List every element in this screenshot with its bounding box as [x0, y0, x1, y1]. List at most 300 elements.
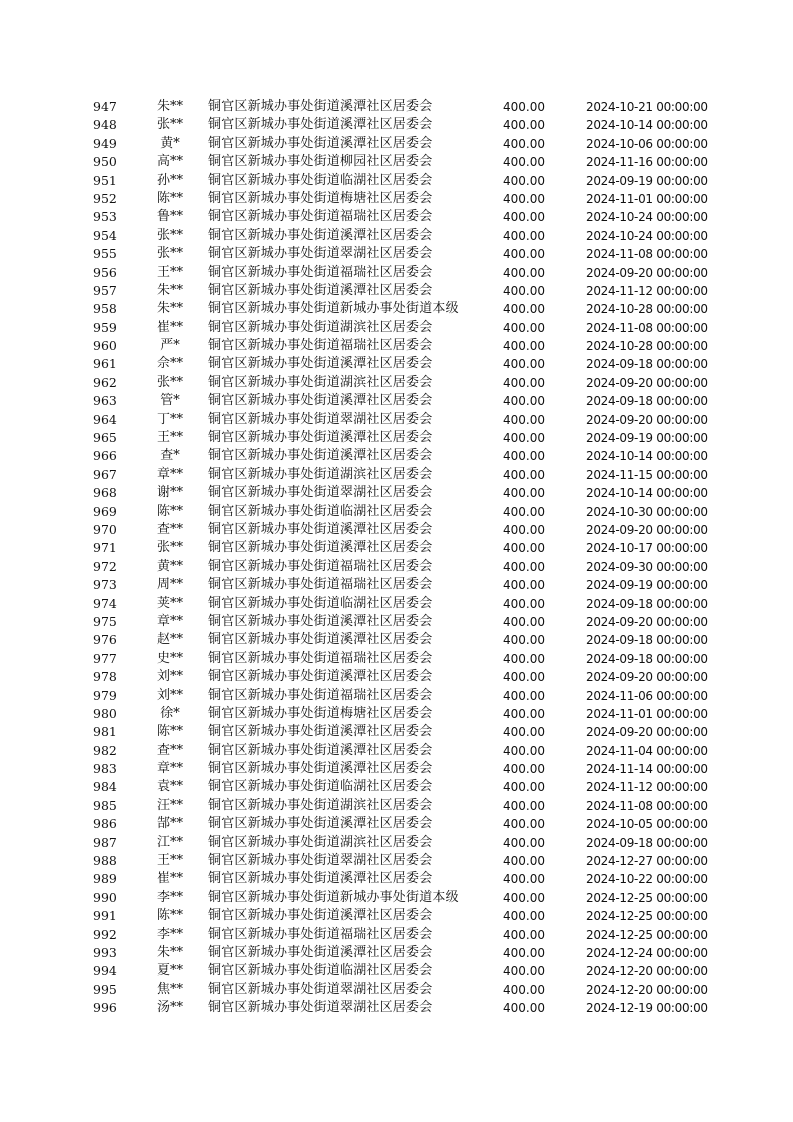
table-row [0, 484, 793, 502]
person-name: 鲁** [156, 209, 183, 225]
date: 2024-10-05 00:00:00 [586, 817, 708, 832]
row-number: 966 [93, 448, 117, 464]
date: 2024-10-24 00:00:00 [586, 228, 708, 243]
table-row [0, 760, 793, 778]
community-name: 铜官区新城办事处街道湖滨社区居委会 [208, 797, 433, 813]
person-name: 史** [156, 650, 183, 666]
person-name: 谢** [156, 485, 183, 501]
community-name: 铜官区新城办事处街道新城办事处街道本级 [208, 301, 459, 317]
person-name: 张** [156, 227, 183, 243]
date: 2024-12-20 00:00:00 [586, 982, 708, 997]
table-row [0, 944, 793, 962]
person-name: 王** [156, 853, 183, 869]
date: 2024-09-20 00:00:00 [586, 725, 708, 740]
table-row [0, 374, 793, 392]
table-row [0, 135, 793, 153]
table-row [0, 705, 793, 723]
amount: 400.00 [503, 706, 545, 721]
date: 2024-11-15 00:00:00 [586, 467, 708, 482]
date: 2024-09-20 00:00:00 [586, 670, 708, 685]
community-name: 铜官区新城办事处街道溪潭社区居委会 [208, 871, 433, 887]
date: 2024-12-27 00:00:00 [586, 854, 708, 869]
table-row [0, 227, 793, 245]
amount: 400.00 [503, 100, 545, 114]
table-row [0, 116, 793, 134]
amount: 400.00 [503, 651, 545, 666]
date: 2024-09-18 00:00:00 [586, 651, 708, 666]
table-row [0, 834, 793, 852]
date: 2024-10-24 00:00:00 [586, 210, 708, 225]
community-name: 铜官区新城办事处街道柳园社区居委会 [208, 154, 433, 170]
date: 2024-09-20 00:00:00 [586, 522, 708, 537]
row-number: 985 [93, 797, 117, 813]
date: 2024-10-17 00:00:00 [586, 541, 708, 556]
row-number: 970 [93, 521, 117, 537]
community-name: 铜官区新城办事处街道福瑞社区居委会 [208, 577, 433, 593]
community-name: 铜官区新城办事处街道溪潭社区居委会 [208, 135, 433, 151]
table-row [0, 521, 793, 539]
date: 2024-09-19 00:00:00 [586, 173, 708, 188]
amount: 400.00 [503, 210, 545, 225]
person-name: 查** [156, 521, 183, 537]
amount: 400.00 [503, 670, 545, 685]
community-name: 铜官区新城办事处街道溪潭社区居委会 [208, 540, 433, 556]
date: 2024-11-08 00:00:00 [586, 320, 708, 335]
community-name: 铜官区新城办事处街道湖滨社区居委会 [208, 374, 433, 390]
person-name: 张** [156, 374, 183, 390]
row-number: 995 [93, 981, 117, 997]
table-row [0, 907, 793, 925]
person-name: 黄* [160, 135, 180, 151]
table-row [0, 962, 793, 980]
amount: 400.00 [503, 283, 545, 298]
amount: 400.00 [503, 798, 545, 813]
row-number: 989 [93, 871, 117, 887]
amount: 400.00 [503, 578, 545, 593]
amount: 400.00 [503, 596, 545, 611]
community-name: 铜官区新城办事处街道溪潭社区居委会 [208, 521, 433, 537]
table-row [0, 870, 793, 888]
person-name: 查* [160, 448, 180, 464]
row-number: 949 [93, 135, 117, 151]
amount: 400.00 [503, 725, 545, 740]
amount: 400.00 [503, 927, 545, 942]
person-name: 章** [156, 466, 183, 482]
community-name: 铜官区新城办事处街道翠湖社区居委会 [208, 981, 433, 997]
amount: 400.00 [503, 173, 545, 188]
row-number: 957 [93, 282, 117, 298]
date: 2024-10-14 00:00:00 [586, 449, 708, 464]
amount: 400.00 [503, 357, 545, 372]
date: 2024-10-22 00:00:00 [586, 872, 708, 887]
amount: 400.00 [503, 780, 545, 795]
amount: 400.00 [503, 247, 545, 262]
person-name: 陈** [156, 503, 183, 519]
date: 2024-10-14 00:00:00 [586, 486, 708, 501]
community-name: 铜官区新城办事处街道溪潭社区居委会 [208, 282, 433, 298]
community-name: 铜官区新城办事处街道溪潭社区居委会 [208, 944, 433, 960]
date: 2024-12-24 00:00:00 [586, 945, 708, 960]
person-name: 孙** [156, 172, 183, 188]
person-name: 焦** [156, 981, 183, 997]
person-name: 郜** [156, 816, 183, 832]
subsidy-table [0, 98, 793, 1018]
row-number: 963 [93, 393, 117, 409]
row-number: 964 [93, 411, 117, 427]
table-row [0, 631, 793, 649]
community-name: 铜官区新城办事处街道福瑞社区居委会 [208, 687, 433, 703]
person-name: 朱** [156, 99, 183, 114]
person-name: 丁** [156, 411, 183, 427]
table-row [0, 815, 793, 833]
community-name: 铜官区新城办事处街道翠湖社区居委会 [208, 411, 433, 427]
community-name: 铜官区新城办事处街道福瑞社区居委会 [208, 926, 433, 942]
person-name: 崔** [156, 319, 183, 335]
table-row [0, 466, 793, 484]
person-name: 李** [156, 926, 183, 942]
community-name: 铜官区新城办事处街道溪潭社区居委会 [208, 117, 433, 133]
table-row [0, 797, 793, 815]
table-row [0, 889, 793, 907]
table-row [0, 650, 793, 668]
row-number: 975 [93, 613, 117, 629]
date: 2024-09-18 00:00:00 [586, 394, 708, 409]
date: 2024-09-20 00:00:00 [586, 265, 708, 280]
person-name: 朱** [156, 301, 183, 317]
community-name: 铜官区新城办事处街道湖滨社区居委会 [208, 319, 433, 335]
person-name: 崔** [156, 871, 183, 887]
amount: 400.00 [503, 486, 545, 501]
community-name: 铜官区新城办事处街道临湖社区居委会 [208, 779, 433, 795]
person-name: 陈** [156, 908, 183, 924]
date: 2024-11-01 00:00:00 [586, 191, 708, 206]
community-name: 铜官区新城办事处街道湖滨社区居委会 [208, 466, 433, 482]
community-name: 铜官区新城办事处街道翠湖社区居委会 [208, 1000, 433, 1016]
table-row [0, 172, 793, 190]
date: 2024-11-04 00:00:00 [586, 743, 708, 758]
community-name: 铜官区新城办事处街道福瑞社区居委会 [208, 650, 433, 666]
amount: 400.00 [503, 909, 545, 924]
date: 2024-10-28 00:00:00 [586, 339, 708, 354]
person-name: 赵** [156, 632, 183, 648]
row-number: 981 [93, 724, 117, 740]
community-name: 铜官区新城办事处街道溪潭社区居委会 [208, 724, 433, 740]
table-row [0, 926, 793, 944]
community-name: 铜官区新城办事处街道翠湖社区居委会 [208, 246, 433, 262]
date: 2024-09-20 00:00:00 [586, 614, 708, 629]
row-number: 994 [93, 963, 117, 979]
community-name: 铜官区新城办事处街道临湖社区居委会 [208, 172, 433, 188]
amount: 400.00 [503, 339, 545, 354]
row-number: 948 [93, 117, 117, 133]
row-number: 947 [93, 99, 117, 114]
community-name: 铜官区新城办事处街道溪潭社区居委会 [208, 669, 433, 685]
community-name: 铜官区新城办事处街道湖滨社区居委会 [208, 834, 433, 850]
community-name: 铜官区新城办事处街道溪潭社区居委会 [208, 632, 433, 648]
table-row [0, 392, 793, 410]
date: 2024-12-25 00:00:00 [586, 927, 708, 942]
row-number: 960 [93, 338, 117, 354]
amount: 400.00 [503, 522, 545, 537]
community-name: 铜官区新城办事处街道翠湖社区居委会 [208, 853, 433, 869]
amount: 400.00 [503, 817, 545, 832]
date: 2024-11-12 00:00:00 [586, 780, 708, 795]
community-name: 铜官区新城办事处街道翠湖社区居委会 [208, 485, 433, 501]
amount: 400.00 [503, 890, 545, 905]
table-row [0, 999, 793, 1017]
amount: 400.00 [503, 1001, 545, 1016]
table-row [0, 595, 793, 613]
date: 2024-09-19 00:00:00 [586, 578, 708, 593]
amount: 400.00 [503, 320, 545, 335]
amount: 400.00 [503, 688, 545, 703]
row-number: 982 [93, 742, 117, 758]
community-name: 铜官区新城办事处街道福瑞社区居委会 [208, 264, 433, 280]
table-row [0, 319, 793, 337]
person-name: 管* [160, 393, 180, 409]
row-number: 983 [93, 761, 117, 777]
person-name: 张** [156, 117, 183, 133]
community-name: 铜官区新城办事处街道溪潭社区居委会 [208, 908, 433, 924]
row-number: 955 [93, 246, 117, 262]
table-row [0, 264, 793, 282]
community-name: 铜官区新城办事处街道溪潭社区居委会 [208, 816, 433, 832]
community-name: 铜官区新城办事处街道临湖社区居委会 [208, 963, 433, 979]
amount: 400.00 [503, 854, 545, 869]
person-name: 章** [156, 761, 183, 777]
amount: 400.00 [503, 835, 545, 850]
row-number: 967 [93, 466, 117, 482]
person-name: 王** [156, 264, 183, 280]
community-name: 铜官区新城办事处街道梅塘社区居委会 [208, 705, 433, 721]
table-row [0, 503, 793, 521]
person-name: 查** [156, 742, 183, 758]
row-number: 979 [93, 687, 117, 703]
person-name: 袁** [156, 779, 183, 795]
row-number: 950 [93, 154, 117, 170]
row-number: 973 [93, 577, 117, 593]
table-row [0, 687, 793, 705]
row-number: 965 [93, 430, 117, 446]
date: 2024-10-14 00:00:00 [586, 118, 708, 133]
amount: 400.00 [503, 541, 545, 556]
person-name: 陈** [156, 190, 183, 206]
table-row [0, 723, 793, 741]
person-name: 黄** [156, 558, 183, 574]
amount: 400.00 [503, 449, 545, 464]
row-number: 954 [93, 227, 117, 243]
amount: 400.00 [503, 228, 545, 243]
community-name: 铜官区新城办事处街道溪潭社区居委会 [208, 761, 433, 777]
row-number: 969 [93, 503, 117, 519]
row-number: 993 [93, 944, 117, 960]
table-row [0, 153, 793, 171]
row-number: 986 [93, 816, 117, 832]
amount: 400.00 [503, 118, 545, 133]
table-row [0, 300, 793, 318]
table-row [0, 429, 793, 447]
date: 2024-11-08 00:00:00 [586, 247, 708, 262]
person-name: 刘** [156, 669, 183, 685]
community-name: 铜官区新城办事处街道溪潭社区居委会 [208, 613, 433, 629]
community-name: 铜官区新城办事处街道福瑞社区居委会 [208, 558, 433, 574]
table-row [0, 613, 793, 631]
person-name: 王** [156, 430, 183, 446]
row-number: 988 [93, 853, 117, 869]
table-row [0, 852, 793, 870]
amount: 400.00 [503, 265, 545, 280]
row-number: 951 [93, 172, 117, 188]
date: 2024-09-18 00:00:00 [586, 835, 708, 850]
amount: 400.00 [503, 191, 545, 206]
amount: 400.00 [503, 559, 545, 574]
amount: 400.00 [503, 743, 545, 758]
community-name: 铜官区新城办事处街道临湖社区居委会 [208, 595, 433, 611]
date: 2024-12-25 00:00:00 [586, 890, 708, 905]
date: 2024-09-18 00:00:00 [586, 596, 708, 611]
date: 2024-09-30 00:00:00 [586, 559, 708, 574]
community-name: 铜官区新城办事处街道福瑞社区居委会 [208, 209, 433, 225]
row-number: 987 [93, 834, 117, 850]
person-name: 周** [156, 577, 183, 593]
person-name: 徐* [160, 705, 180, 721]
row-number: 958 [93, 301, 117, 317]
row-number: 962 [93, 374, 117, 390]
community-name: 铜官区新城办事处街道溪潭社区居委会 [208, 99, 433, 114]
community-name: 铜官区新城办事处街道溪潭社区居委会 [208, 742, 433, 758]
row-number: 953 [93, 209, 117, 225]
table-row [0, 411, 793, 429]
amount: 400.00 [503, 762, 545, 777]
person-name: 张** [156, 540, 183, 556]
person-name: 高** [156, 154, 183, 170]
date: 2024-10-21 00:00:00 [586, 100, 708, 114]
amount: 400.00 [503, 614, 545, 629]
row-number: 971 [93, 540, 117, 556]
table-row [0, 282, 793, 300]
community-name: 铜官区新城办事处街道临湖社区居委会 [208, 503, 433, 519]
date: 2024-12-19 00:00:00 [586, 1001, 708, 1016]
table-row [0, 778, 793, 796]
person-name: 夏** [156, 963, 183, 979]
community-name: 铜官区新城办事处街道福瑞社区居委会 [208, 338, 433, 354]
person-name: 汪** [156, 797, 183, 813]
row-number: 974 [93, 595, 117, 611]
row-number: 991 [93, 908, 117, 924]
table-row [0, 668, 793, 686]
table-row [0, 558, 793, 576]
row-number: 952 [93, 190, 117, 206]
date: 2024-09-18 00:00:00 [586, 633, 708, 648]
person-name: 陈** [156, 724, 183, 740]
table-row [0, 190, 793, 208]
amount: 400.00 [503, 394, 545, 409]
date: 2024-11-01 00:00:00 [586, 706, 708, 721]
community-name: 铜官区新城办事处街道溪潭社区居委会 [208, 393, 433, 409]
table-row [0, 742, 793, 760]
row-number: 996 [93, 1000, 117, 1016]
amount: 400.00 [503, 431, 545, 446]
amount: 400.00 [503, 375, 545, 390]
person-name: 江** [156, 834, 183, 850]
date: 2024-09-20 00:00:00 [586, 375, 708, 390]
table-row [0, 447, 793, 465]
table-row [0, 245, 793, 263]
date: 2024-11-16 00:00:00 [586, 155, 708, 170]
table-row [0, 981, 793, 999]
person-name: 李** [156, 889, 183, 905]
person-name: 荚** [156, 595, 183, 611]
table-row [0, 337, 793, 355]
date: 2024-12-25 00:00:00 [586, 909, 708, 924]
row-number: 978 [93, 669, 117, 685]
row-number: 992 [93, 926, 117, 942]
date: 2024-10-06 00:00:00 [586, 136, 708, 151]
date: 2024-11-14 00:00:00 [586, 762, 708, 777]
person-name: 张** [156, 246, 183, 262]
date: 2024-11-08 00:00:00 [586, 798, 708, 813]
row-number: 977 [93, 650, 117, 666]
amount: 400.00 [503, 155, 545, 170]
amount: 400.00 [503, 982, 545, 997]
amount: 400.00 [503, 633, 545, 648]
table-row [0, 576, 793, 594]
community-name: 铜官区新城办事处街道梅塘社区居委会 [208, 190, 433, 206]
row-number: 956 [93, 264, 117, 280]
date: 2024-11-12 00:00:00 [586, 283, 708, 298]
date: 2024-10-28 00:00:00 [586, 302, 708, 317]
person-name: 章** [156, 613, 183, 629]
community-name: 铜官区新城办事处街道溪潭社区居委会 [208, 430, 433, 446]
person-name: 朱** [156, 282, 183, 298]
community-name: 铜官区新城办事处街道溪潭社区居委会 [208, 356, 433, 372]
amount: 400.00 [503, 504, 545, 519]
table-row [0, 208, 793, 226]
amount: 400.00 [503, 467, 545, 482]
community-name: 铜官区新城办事处街道新城办事处街道本级 [208, 889, 459, 905]
community-name: 铜官区新城办事处街道溪潭社区居委会 [208, 448, 433, 464]
row-number: 990 [93, 889, 117, 905]
person-name: 刘** [156, 687, 183, 703]
row-number: 984 [93, 779, 117, 795]
amount: 400.00 [503, 302, 545, 317]
row-number: 976 [93, 632, 117, 648]
table-row [0, 539, 793, 557]
table-row [0, 355, 793, 373]
amount: 400.00 [503, 964, 545, 979]
person-name: 汤** [156, 1000, 183, 1016]
table-row [0, 98, 793, 116]
amount: 400.00 [503, 945, 545, 960]
community-name: 铜官区新城办事处街道溪潭社区居委会 [208, 227, 433, 243]
person-name: 佘** [156, 356, 183, 372]
date: 2024-09-19 00:00:00 [586, 431, 708, 446]
date: 2024-09-18 00:00:00 [586, 357, 708, 372]
row-number: 972 [93, 558, 117, 574]
row-number: 959 [93, 319, 117, 335]
amount: 400.00 [503, 872, 545, 887]
amount: 400.00 [503, 136, 545, 151]
date: 2024-12-20 00:00:00 [586, 964, 708, 979]
row-number: 968 [93, 485, 117, 501]
person-name: 朱** [156, 944, 183, 960]
date: 2024-11-06 00:00:00 [586, 688, 708, 703]
date: 2024-09-20 00:00:00 [586, 412, 708, 427]
row-number: 980 [93, 705, 117, 721]
amount: 400.00 [503, 412, 545, 427]
date: 2024-10-30 00:00:00 [586, 504, 708, 519]
person-name: 严* [160, 338, 180, 354]
